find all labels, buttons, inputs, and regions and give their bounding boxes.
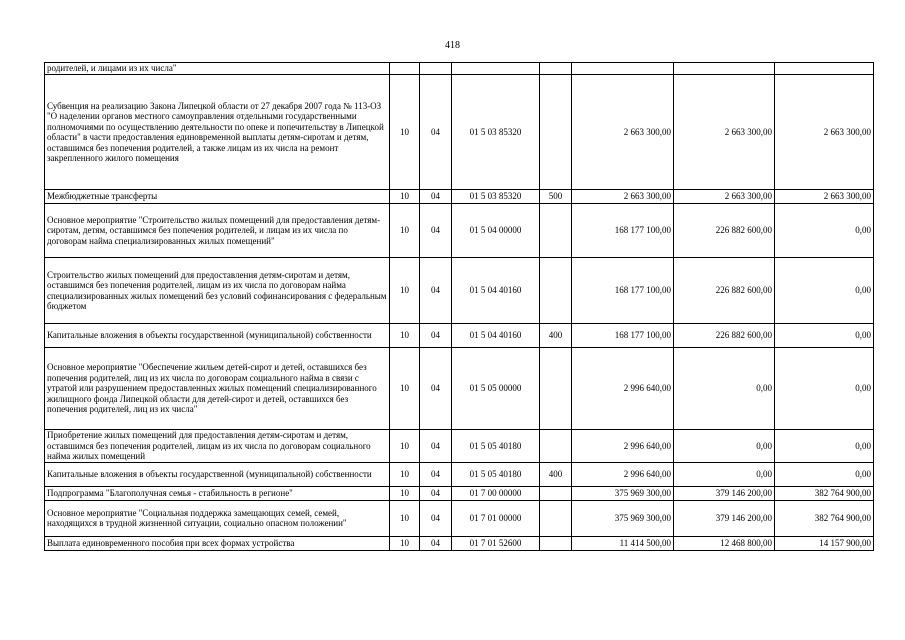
expense-type-code xyxy=(540,75,572,190)
target-article-code: 01 7 00 00000 xyxy=(452,486,540,500)
subsection-code: 04 xyxy=(420,500,452,536)
amount-year-2: 0,00 xyxy=(674,430,775,463)
target-article-code: 01 5 05 00000 xyxy=(452,348,540,430)
expense-type-code xyxy=(540,348,572,430)
row-name: Капитальные вложения в объекты государственной (муниципальной) собственности xyxy=(45,324,390,348)
subsection-code: 04 xyxy=(420,462,452,486)
table-row xyxy=(45,190,874,204)
expense-type-code xyxy=(540,430,572,463)
amount-year-2: 0,00 xyxy=(674,462,775,486)
amount-year-3: 382 764 900,00 xyxy=(775,500,874,536)
section-code: 10 xyxy=(390,462,420,486)
table-row xyxy=(45,486,874,500)
section-code: 10 xyxy=(390,204,420,258)
table-body xyxy=(45,63,874,551)
amount-year-2: 379 146 200,00 xyxy=(674,500,775,536)
row-name: Межбюджетные трансферты xyxy=(45,190,390,204)
target-article-code: 01 7 01 52600 xyxy=(452,536,540,550)
amount-year-1 xyxy=(572,63,674,75)
subsection-code: 04 xyxy=(420,348,452,430)
amount-year-3: 2 663 300,00 xyxy=(775,190,874,204)
table-row xyxy=(45,462,874,486)
expense-type-code xyxy=(540,63,572,75)
row-name: Подпрограмма "Благополучная семья - стабильность в регионе" xyxy=(45,486,390,500)
amount-year-2: 226 882 600,00 xyxy=(674,204,775,258)
table-row xyxy=(45,258,874,324)
amount-year-3: 14 157 900,00 xyxy=(775,536,874,550)
target-article-code: 01 5 05 40180 xyxy=(452,462,540,486)
section-code xyxy=(390,63,420,75)
amount-year-2: 12 468 800,00 xyxy=(674,536,775,550)
subsection-code: 04 xyxy=(420,75,452,190)
subsection-code: 04 xyxy=(420,486,452,500)
subsection-code: 04 xyxy=(420,324,452,348)
section-code: 10 xyxy=(390,348,420,430)
row-name: Выплата единовременного пособия при всех формах устройства xyxy=(45,536,390,550)
amount-year-3: 0,00 xyxy=(775,348,874,430)
row-name: Основное мероприятие "Обеспечение жильем детей-сирот и детей, оставшихся без попечения родителей, лиц из их числа по договорам социального найма в связи с утратой или разрушением предоставленных жилых помещений специализированного жилищного фонда Липецкой области для детей-сирот и детей, оставшихся без попечения родителей, лиц из их числа" xyxy=(45,348,390,430)
amount-year-3: 0,00 xyxy=(775,462,874,486)
section-code: 10 xyxy=(390,486,420,500)
section-code: 10 xyxy=(390,324,420,348)
amount-year-2: 226 882 600,00 xyxy=(674,258,775,324)
row-name: родителей, и лицами из их числа" xyxy=(45,63,390,75)
expense-type-code xyxy=(540,204,572,258)
table-row xyxy=(45,500,874,536)
amount-year-2: 226 882 600,00 xyxy=(674,324,775,348)
table-row xyxy=(45,63,874,75)
amount-year-3: 0,00 xyxy=(775,204,874,258)
table-row xyxy=(45,348,874,430)
expense-type-code: 500 xyxy=(540,190,572,204)
amount-year-3: 0,00 xyxy=(775,258,874,324)
amount-year-3 xyxy=(775,63,874,75)
subsection-code: 04 xyxy=(420,536,452,550)
row-name: Приобретение жилых помещений для предоставления детям-сиротам и детям, оставшимся без попечения родителей, лицам из их числа по договорам социального найма жилых помещений xyxy=(45,430,390,463)
table-row xyxy=(45,204,874,258)
target-article-code xyxy=(452,63,540,75)
expense-type-code xyxy=(540,486,572,500)
amount-year-2: 2 663 300,00 xyxy=(674,75,775,190)
amount-year-1: 168 177 100,00 xyxy=(572,324,674,348)
section-code: 10 xyxy=(390,536,420,550)
page-number: 418 xyxy=(445,40,460,51)
expense-type-code xyxy=(540,500,572,536)
target-article-code: 01 5 04 00000 xyxy=(452,204,540,258)
amount-year-3: 382 764 900,00 xyxy=(775,486,874,500)
subsection-code: 04 xyxy=(420,258,452,324)
amount-year-1: 2 996 640,00 xyxy=(572,430,674,463)
amount-year-2: 2 663 300,00 xyxy=(674,190,775,204)
expense-type-code xyxy=(540,258,572,324)
row-name: Субвенция на реализацию Закона Липецкой области от 27 декабря 2007 года № 113-ОЗ "О наделении органов местного самоуправления отдельными государственными полномочиями по осуществлению деятельности по опеке и попечительству в Липецкой области" в части предоставления единовременной выплаты детям-сиротам и детям, оставшимся без попечения родителей, а также лицам из их числа на ремонт закрепленного жилого помещения xyxy=(45,75,390,190)
amount-year-1: 2 663 300,00 xyxy=(572,75,674,190)
amount-year-2: 379 146 200,00 xyxy=(674,486,775,500)
expense-type-code: 400 xyxy=(540,324,572,348)
amount-year-1: 168 177 100,00 xyxy=(572,204,674,258)
target-article-code: 01 5 03 85320 xyxy=(452,190,540,204)
amount-year-2 xyxy=(674,63,775,75)
budget-table xyxy=(44,62,874,551)
amount-year-3: 0,00 xyxy=(775,324,874,348)
subsection-code: 04 xyxy=(420,430,452,463)
table-row xyxy=(45,324,874,348)
section-code: 10 xyxy=(390,258,420,324)
amount-year-1: 2 663 300,00 xyxy=(572,190,674,204)
section-code: 10 xyxy=(390,75,420,190)
amount-year-1: 168 177 100,00 xyxy=(572,258,674,324)
amount-year-2: 0,00 xyxy=(674,348,775,430)
subsection-code xyxy=(420,63,452,75)
amount-year-1: 2 996 640,00 xyxy=(572,462,674,486)
target-article-code: 01 5 04 40160 xyxy=(452,324,540,348)
amount-year-3: 0,00 xyxy=(775,430,874,463)
expense-type-code: 400 xyxy=(540,462,572,486)
row-name: Основное мероприятие "Социальная поддержка замещающих семей, семей, находящихся в трудной жизненной ситуации, социально опасном положении" xyxy=(45,500,390,536)
amount-year-3: 2 663 300,00 xyxy=(775,75,874,190)
target-article-code: 01 5 04 40160 xyxy=(452,258,540,324)
section-code: 10 xyxy=(390,190,420,204)
target-article-code: 01 7 01 00000 xyxy=(452,500,540,536)
target-article-code: 01 5 05 40180 xyxy=(452,430,540,463)
row-name: Капитальные вложения в объекты государственной (муниципальной) собственности xyxy=(45,462,390,486)
expense-type-code xyxy=(540,536,572,550)
table-row xyxy=(45,75,874,190)
table-row xyxy=(45,430,874,463)
amount-year-1: 375 969 300,00 xyxy=(572,500,674,536)
section-code: 10 xyxy=(390,430,420,463)
amount-year-1: 11 414 500,00 xyxy=(572,536,674,550)
target-article-code: 01 5 03 85320 xyxy=(452,75,540,190)
table-row xyxy=(45,536,874,550)
amount-year-1: 375 969 300,00 xyxy=(572,486,674,500)
row-name: Основное мероприятие "Строительство жилых помещений для предоставления детям-сиротам, детям, оставшимся без попечения родителей, и лицам из их числа по договорам найма специализированных жилых помещений" xyxy=(45,204,390,258)
subsection-code: 04 xyxy=(420,204,452,258)
row-name: Строительство жилых помещений для предоставления детям-сиротам и детям, оставшимся без попечения родителей, лицам из их числа по договорам найма специализированных жилых помещений без условий софинансирования с федеральным бюджетом xyxy=(45,258,390,324)
section-code: 10 xyxy=(390,500,420,536)
subsection-code: 04 xyxy=(420,190,452,204)
amount-year-1: 2 996 640,00 xyxy=(572,348,674,430)
